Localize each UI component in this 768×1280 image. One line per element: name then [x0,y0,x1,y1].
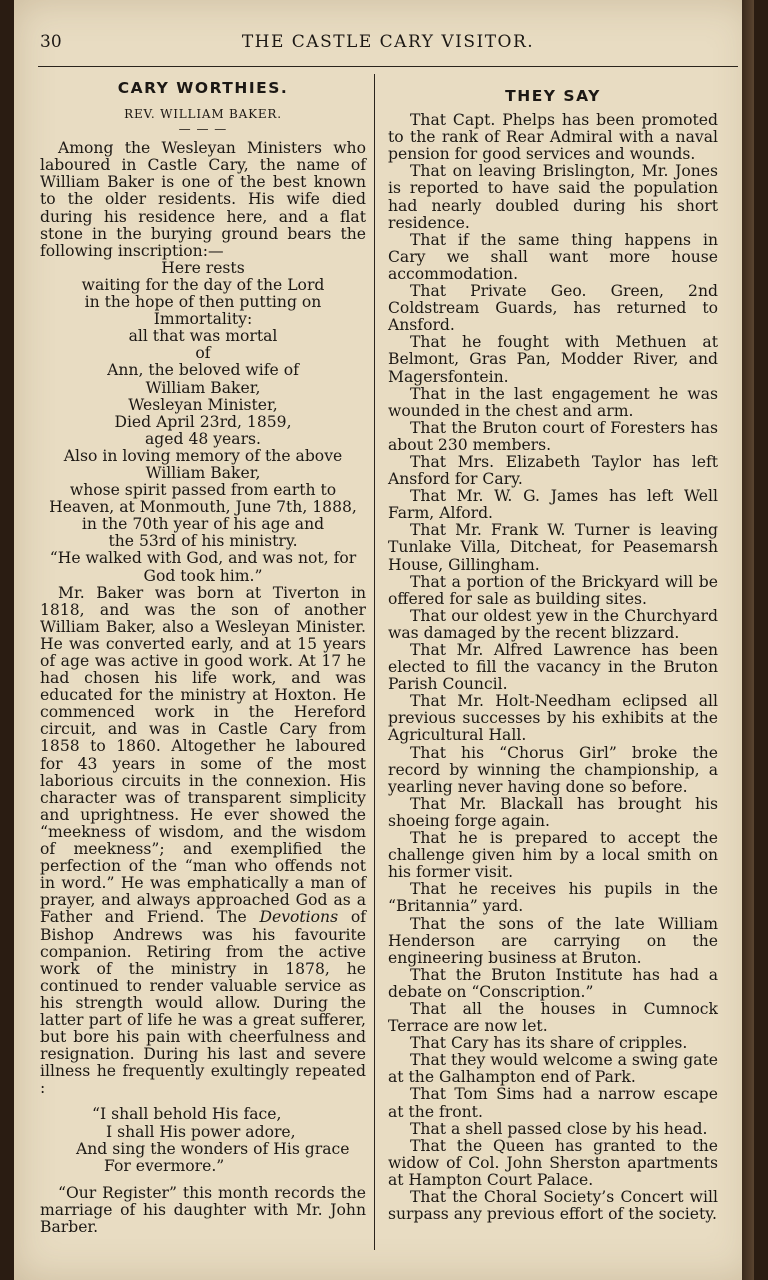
inscription-line: in the hope of then putting on [84,293,322,312]
inscription-line: in the 70th year of his age and [81,515,325,534]
they-say-item: That Mr. Frank W. Turner is leaving Tunlake Villa, Ditcheat, for Peasemarsh House, Gillingham. [388,521,718,574]
intro-paragraph: Among the Wesleyan Ministers who laboured in Castle Cary, the name of William Baker is one of the best known to the older residents. His wife died during his residence here, and a flat stone in the burying ground bears the following inscription:— [40,139,366,260]
closing-paragraph: “Our Register” this month records the marriage of his daughter with Mr. John Barber. [40,1183,366,1236]
they-say-item: That the Queen has granted to the widow of Col. John Sherston apartments at Hampton Court Palace. [388,1136,718,1189]
they-say-list [388,112,718,1223]
verse-line: For evermore.” [104,1156,225,1175]
header-rule [38,66,738,67]
they-say-item: That he is prepared to accept the challenge given him by a local smith on his former visit. [388,829,718,882]
divider-ornament: — — — [178,122,228,137]
inscription-line: all that was mortal [128,327,278,346]
they-say-item: That Mr. W. G. James has left Well Farm, Alford. [388,487,718,523]
they-say-item: That the Bruton Institute has had a debate on “Conscription.” [388,965,718,1001]
inscription-line: Ann, the beloved wife of [107,361,299,380]
inscription-line: William Baker, [145,463,261,482]
inscription-line: the 53rd of his ministry. [108,532,298,551]
magazine-page [14,0,754,1280]
they-say-item: That he receives his pupils in the “Britannia” yard. [388,880,718,916]
they-say-item: That he fought with Methuen at Belmont, Gras Pan, Modder River, and Magersfontein. [388,333,718,386]
they-say-item: That Cary has its share of cripples. [410,1034,688,1053]
inscription-line: God took him.” [143,566,263,585]
column-rule [374,74,375,1250]
section-heading-they-say: THEY SAY [505,87,601,105]
they-say-item: That they would welcome a swing gate at the Galhampton end of Park. [388,1051,718,1087]
inscription-line: Wesleyan Minister, [128,395,278,414]
hymn-verse [40,1106,366,1174]
they-say-item: That the Bruton court of Foresters has about 230 members. [388,418,718,454]
article-subheading: REV. WILLIAM BAKER. [124,107,282,122]
inscription-line: of [195,344,211,363]
they-say-item: That Mr. Alfred Lawrence has been elected to fill the vacancy in the Bruton Parish Council. [388,641,718,694]
they-say-item: That Capt. Phelps has been promoted to the rank of Rear Admiral with a naval pension for good services and wounds. [388,111,718,164]
biography-paragraph: Mr. Baker was born at Tiverton in 1818, and was the son of another William Baker, also a Wesleyan Minister. He was converted early, and at 15 years of age was active in good work. At 17 he had chosen his life work, and was educated for the ministry at Hoxton. He commenced work in the Hereford circuit, and was in Castle Cary from 1858 to 1860. Altogether he laboured for 43 years in some of the most laborious circuits in the connexion. His character was of transparent simplicity and uprightness. He ever showed the “meekness of wisdom, and the wisdom of meekness”; and exemplified the perfection of the “man who offends not in word.” He was emphatically a man of prayer, and always approached God as a Father and Friend. The Devotions of Bishop Andrews was his favourite companion. Retiring from the active work of the ministry in 1878, he continued to render valuable service as his strength would allow. During the latter part of life he was a great sufferer, but bore his pain with cheerfulness and resignation. During his last and severe illness he frequently exultingly repeated : [40,583,366,1098]
inscription-line: Immortality: [153,310,253,329]
page-edge [742,0,754,1280]
inscription-line: waiting for the day of the Lord [81,275,325,294]
verse-line: “I shall behold His face, [92,1105,282,1124]
they-say-item: That his “Chorus Girl” broke the record by winning the championship, a yearling never having done so before. [388,743,718,796]
they-say-item: That a portion of the Brickyard will be offered for sale as building sites. [388,572,718,608]
page-header [38,28,738,62]
right-column [388,70,718,1223]
they-say-item: That Mr. Holt-Needham eclipsed all previous successes by his exhibits at the Agricultural Hall. [388,692,718,745]
they-say-item: That if the same thing happens in Cary we shall want more house accommodation. [388,230,718,283]
left-column [40,70,366,1236]
they-say-item: That all the houses in Cumnock Terrace are now let. [388,999,718,1036]
they-say-item: That Mrs. Elizabeth Taylor has left Ansford for Cary. [388,452,718,489]
book-title: Devotions [259,908,339,927]
inscription-line: William Baker, [145,378,261,397]
inscription-line: Died April 23rd, 1859, [114,412,292,431]
they-say-item: That Mr. Blackall has brought his shoeing forge again. [388,794,718,830]
inscription-line: whose spirit passed from earth to [69,481,337,500]
they-say-item: That Private Geo. Green, 2nd Coldstream Guards, has returned to Ansford. [388,282,718,335]
running-title: THE CASTLE CARY VISITOR. [241,32,535,52]
they-say-item: That Tom Sims had a narrow escape at the front. [388,1085,718,1121]
verse-line: I shall His power adore, [106,1122,296,1141]
inscription [40,260,366,585]
verse-line: And sing the wonders of His grace [76,1139,350,1158]
they-say-item: That a shell passed close by his head. [410,1119,708,1138]
they-say-item: That the Choral Society’s Concert will surpass any previous effort of the society. [388,1188,718,1224]
they-say-item: That our oldest yew in the Churchyard was damaged by the recent blizzard. [388,606,718,642]
section-heading-cary-worthies: CARY WORTHIES. [117,79,289,97]
they-say-item: That on leaving Brislington, Mr. Jones is reported to have said the population had nearly doubled during his short residence. [388,162,718,232]
inscription-line: aged 48 years. [145,429,261,448]
inscription-line: Also in loving memory of the above [63,446,343,465]
they-say-item: That in the last engagement he was wounded in the chest and arm. [388,384,718,420]
page-number: 30 [40,32,62,52]
they-say-item: That the sons of the late William Henderson are carrying on the engineering business at Bruton. [388,914,718,967]
inscription-line: Here rests [161,258,245,277]
inscription-line: “He walked with God, and was not, for [49,549,357,568]
inscription-line: Heaven, at Monmouth, June 7th, 1888, [49,498,357,517]
